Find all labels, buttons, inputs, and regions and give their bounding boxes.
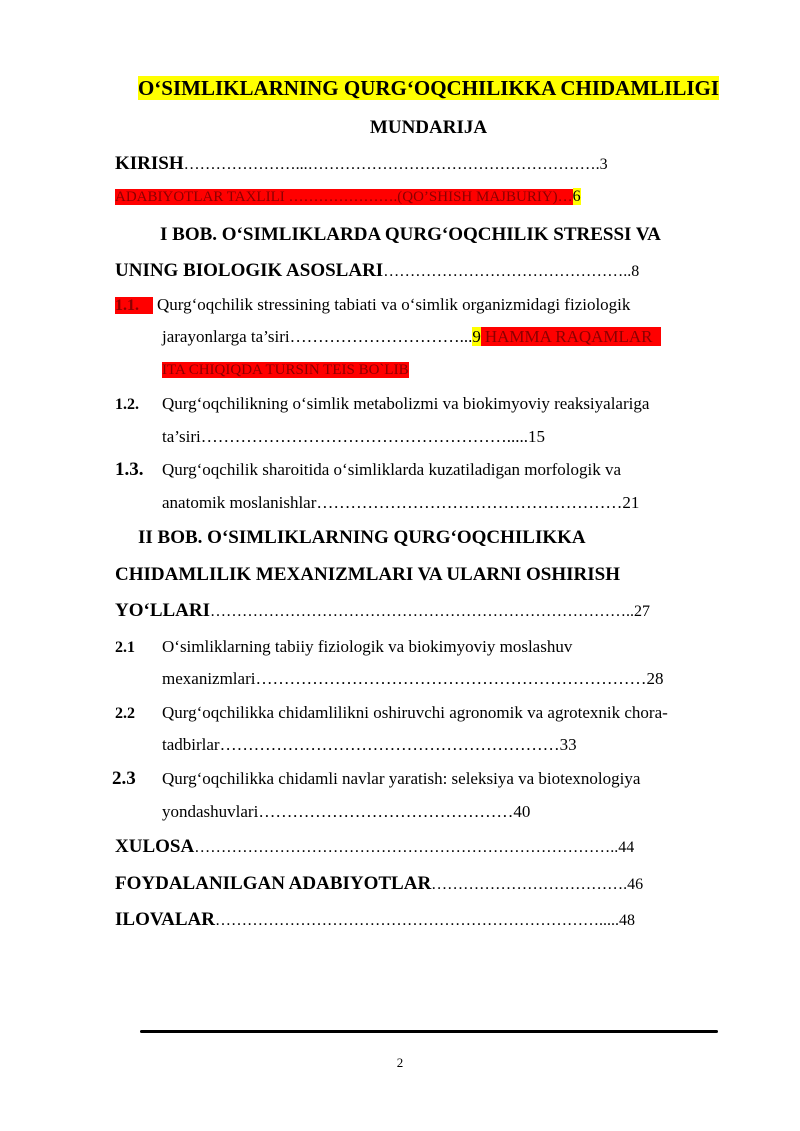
toc-entry-page: 40 xyxy=(513,802,531,821)
toc-entry-dots: …………………...………………………………………………. xyxy=(183,156,600,173)
toc-entry-label: XULOSA xyxy=(115,836,195,857)
toc-entry-2-1[interactable] xyxy=(115,638,572,656)
section-number: 1.2. xyxy=(115,396,139,413)
footer-divider xyxy=(140,1030,718,1033)
section-number: 2.2 xyxy=(115,705,135,722)
editor-note: HAMMA RAQAMLAR xyxy=(481,327,661,346)
toc-entry-dots: ……………………………………….. xyxy=(383,263,632,280)
toc-entry-label: ADABIYOTLAR TAXLILI ………………….(QO’SHISH MAJBURIY)… xyxy=(115,189,573,205)
toc-entry-label: ILOVALAR xyxy=(115,909,215,930)
toc-entry-page: 21 xyxy=(622,493,640,512)
toc-entry-page: 33 xyxy=(559,735,577,754)
toc-entry-1-3-line2[interactable] xyxy=(162,494,639,512)
toc-entry-label: FOYDALANILGAN ADABIYOTLAR xyxy=(115,873,432,894)
toc-entry-page: 28 xyxy=(646,669,664,688)
toc-entry-label: Qurg‘oqchilik stressining tabiati va o‘simlik organizmidagi fiziologik xyxy=(157,295,631,314)
toc-entry-page: 48 xyxy=(618,912,635,929)
toc-entry-foydalanilgan[interactable] xyxy=(115,874,643,893)
toc-entry-label: tadbirlar…………………………………………………… xyxy=(162,735,560,754)
toc-entry-xulosa[interactable] xyxy=(115,837,634,856)
toc-entry-label: mexanizmlari…………………………………………………………… xyxy=(162,669,647,688)
toc-entry-page: 9 xyxy=(472,327,481,346)
editor-note: ITA CHIQIQDA TURSIN TEIS BO`LIB xyxy=(162,362,409,378)
toc-entry-page: 44 xyxy=(618,839,635,856)
toc-entry-1-1[interactable] xyxy=(115,296,630,314)
page-number: 2 xyxy=(396,1055,404,1070)
toc-entry-page: 15 xyxy=(527,427,545,446)
toc-entry-dots: ………………………………………………………………..... xyxy=(214,912,619,929)
toc-entry-2-2-line2[interactable] xyxy=(162,736,577,754)
toc-entry-bob1[interactable] xyxy=(115,261,639,280)
chapter-1-title-line1[interactable]: I BOB. O‘SIMLIKLARDA QURG‘OQCHILIK STRESSI VA xyxy=(160,224,661,245)
toc-entry-label: UNING BIOLOGIK ASOSLARI xyxy=(115,260,384,281)
toc-entry-label: Qurg‘oqchilikka chidamli navlar yaratish: seleksiya va biotexnologiya xyxy=(162,769,641,788)
section-number: 1.1. xyxy=(115,297,153,314)
toc-entry-page: 8 xyxy=(631,263,640,280)
toc-entry-1-3[interactable] xyxy=(115,460,621,479)
toc-entry-label: O‘simliklarning tabiiy fiziologik va biokimyoviy moslashuv xyxy=(162,637,573,656)
toc-entry-dots: …………………………………………………………………….. xyxy=(194,839,619,856)
toc-entry-page: 6 xyxy=(572,188,581,205)
section-number: 1.3. xyxy=(115,459,144,480)
toc-entry-label: YO‘LLARI xyxy=(115,600,211,621)
toc-entry-dots: ………………………………. xyxy=(431,876,628,893)
toc-entry-label: Qurg‘oqchilikka chidamlilikni oshiruvchi agronomik va agrotexnik chora- xyxy=(162,703,668,722)
toc-entry-label: yondashuvlari……………………………………… xyxy=(162,802,514,821)
toc-entry-1-2-line2[interactable] xyxy=(162,428,545,446)
toc-entry-1-2[interactable] xyxy=(115,395,649,413)
toc-entry-label: KIRISH xyxy=(115,153,184,174)
toc-entry-label: Qurg‘oqchilik sharoitida o‘simliklarda kuzatiladigan morfologik va xyxy=(162,460,622,479)
editor-note-line2 xyxy=(162,362,409,378)
toc-entry-2-2[interactable] xyxy=(115,704,668,722)
toc-entry-label: ta’siri………………………………………………..... xyxy=(162,427,528,446)
toc-entry-dots: …………………………………………………………………….. xyxy=(210,603,635,620)
document-title: O‘SIMLIKLARNING QURG‘OQCHILIKKA CHIDAMLILIGI xyxy=(137,76,720,100)
chapter-2-title-line2[interactable]: CHIDAMLILIK MEXANIZMLARI VA ULARNI OSHIRISH xyxy=(115,564,620,585)
toc-entry-kirish[interactable] xyxy=(115,154,608,173)
toc-entry-2-3[interactable] xyxy=(112,769,640,788)
toc-entry-page: 3 xyxy=(599,156,608,173)
toc-entry-2-1-line2[interactable] xyxy=(162,670,663,688)
toc-entry-1-1-line2[interactable] xyxy=(162,328,661,346)
toc-entry-label: jarayonlarga ta’siri…………………………... xyxy=(162,327,473,346)
section-number: 2.3 xyxy=(112,768,136,789)
toc-heading: MUNDARIJA xyxy=(369,117,488,138)
toc-entry-label: Qurg‘oqchilikning o‘simlik metabolizmi va biokimyoviy reaksiyalariga xyxy=(162,394,650,413)
chapter-2-title-line1[interactable]: II BOB. O‘SIMLIKLARNING QURG‘OQCHILIKKA xyxy=(138,527,586,548)
toc-entry-2-3-line2[interactable] xyxy=(162,803,530,821)
toc-entry-page: 27 xyxy=(634,603,651,620)
toc-entry-page: 46 xyxy=(627,876,644,893)
toc-entry-label: anatomik moslanishlar……………………………………………… xyxy=(162,493,623,512)
toc-entry-bob2[interactable] xyxy=(115,601,650,620)
toc-entry-adabiyotlar[interactable] xyxy=(115,189,581,205)
section-number: 2.1 xyxy=(115,639,135,656)
toc-entry-ilovalar[interactable] xyxy=(115,910,635,929)
